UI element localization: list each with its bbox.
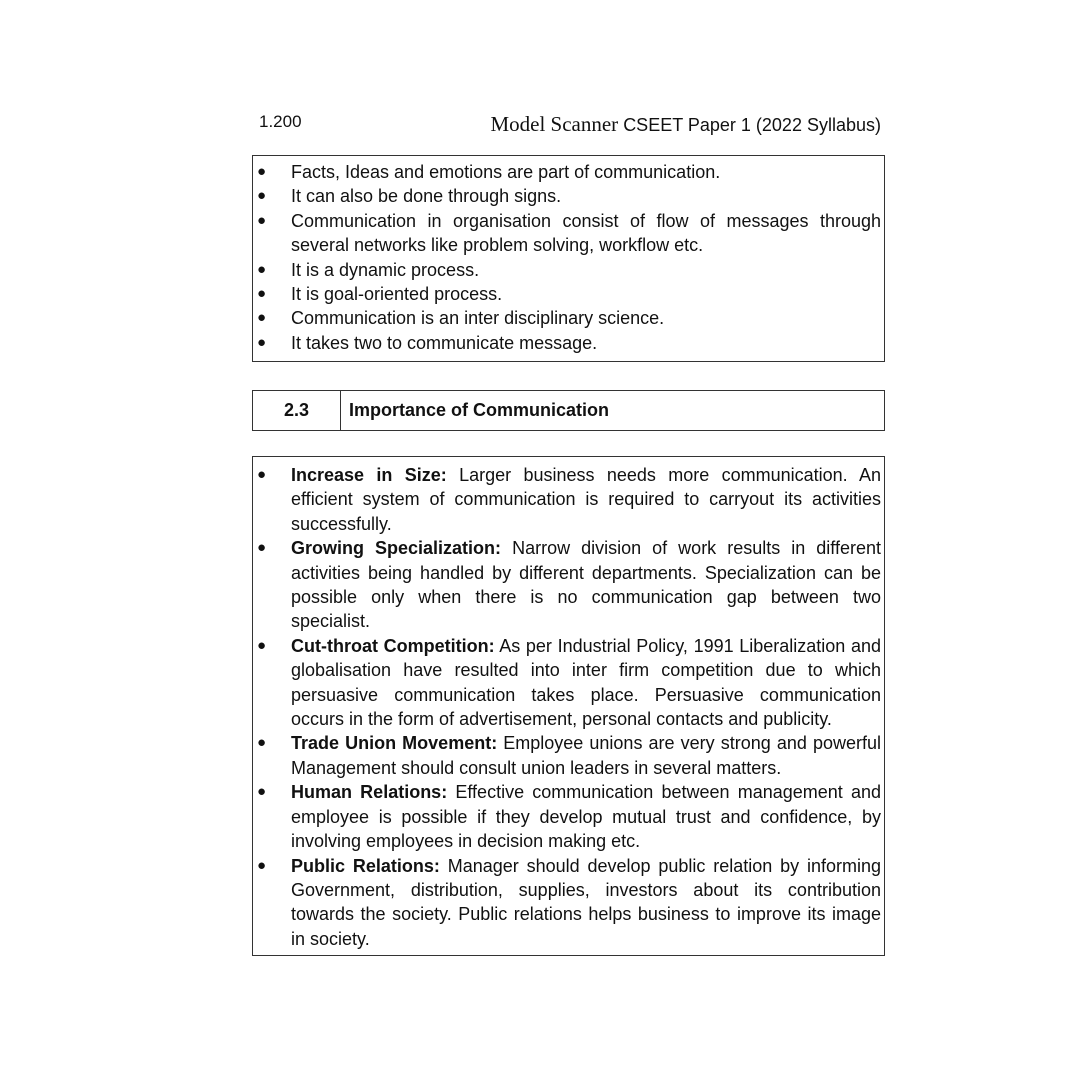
list-item-text: It is goal-oriented process. — [291, 284, 503, 305]
list-item — [253, 731, 884, 780]
features-list — [253, 160, 884, 355]
list-item — [253, 854, 884, 952]
list-item-term: Human Relations: — [291, 782, 448, 803]
list-item — [253, 634, 884, 732]
list-item-term: Cut-throat Competition: — [291, 635, 495, 656]
list-item-text: Effective communication between management and employee is possible if they develop mutual trust and confidence, by involving employees in decision making etc. — [291, 782, 881, 852]
page-number: 1.200 — [259, 112, 302, 131]
list-item — [253, 209, 884, 258]
list-item-term: Growing Specialization: — [291, 538, 502, 559]
bullet-icon: ● — [257, 285, 267, 303]
bullet-icon: ● — [257, 466, 267, 483]
list-item — [253, 331, 884, 355]
importance-box — [252, 456, 885, 956]
bullet-icon: ● — [257, 260, 267, 278]
list-item-text: Narrow division of work results in different activities being handled by different departments. Specialization can be possible only when there is no communication gap between two specialist. — [291, 538, 881, 632]
list-item — [253, 184, 884, 208]
bullet-icon: ● — [257, 309, 267, 327]
bullet-icon: ● — [257, 856, 267, 874]
list-item-text: Communication in organisation consist of flow of messages through several networks like problem solving, workflow etc. — [291, 210, 881, 256]
list-item-text: As per Industrial Policy, 1991 Liberalization and globalisation have resulted into inter firm competition due to which persuasive communication takes place. Persuasive communication occurs in the form of advertisement, personal contacts and publicity. — [291, 635, 881, 730]
bullet-icon: ● — [257, 163, 267, 180]
bullet-icon: ● — [257, 783, 267, 801]
list-item-text: It can also be done through signs. — [291, 186, 562, 207]
list-item — [253, 306, 884, 330]
list-item-term: Increase in Size: — [291, 465, 447, 485]
list-item-text: Facts, Ideas and emotions are part of communication. — [291, 162, 721, 182]
bullet-icon: ● — [257, 734, 267, 752]
list-item-text: Manager should develop public relation by informing Government, distribution, supplies, investors about its contribution towards the society. Public relations helps business to improve its image in society. — [291, 855, 881, 949]
list-item-term: Public Relations: — [291, 855, 440, 876]
list-item-text: Employee unions are very strong and powerful Management should consult union leaders in several matters. — [291, 733, 881, 778]
list-item-text: It takes two to communicate message. — [291, 332, 598, 353]
list-item-text: Communication is an inter disciplinary science. — [291, 308, 665, 329]
section-title: Importance of Communication — [349, 400, 610, 420]
list-item — [253, 536, 884, 634]
list-item — [253, 780, 884, 853]
list-item — [253, 160, 884, 184]
bullet-icon: ● — [257, 187, 267, 205]
section-heading — [252, 390, 885, 431]
section-number: 2.3 — [253, 391, 341, 430]
list-item-term: Trade Union Movement: — [291, 733, 498, 754]
list-item — [253, 463, 884, 536]
features-box — [252, 155, 885, 362]
header-brand: Model Scanner — [490, 112, 619, 136]
list-item — [253, 282, 884, 306]
bullet-icon: ● — [257, 333, 267, 351]
bullet-icon: ● — [257, 539, 267, 557]
list-item-text: It is a dynamic process. — [291, 259, 480, 280]
list-item-text: Larger business needs more communication. An efficient system of communication is required to carryout its activities successfully. — [291, 465, 881, 534]
bullet-icon: ● — [257, 636, 267, 654]
running-header — [490, 112, 881, 137]
importance-list — [253, 463, 884, 951]
list-item — [253, 258, 884, 282]
bullet-icon: ● — [257, 211, 267, 229]
header-title: CSEET Paper 1 (2022 Syllabus) — [623, 115, 881, 135]
